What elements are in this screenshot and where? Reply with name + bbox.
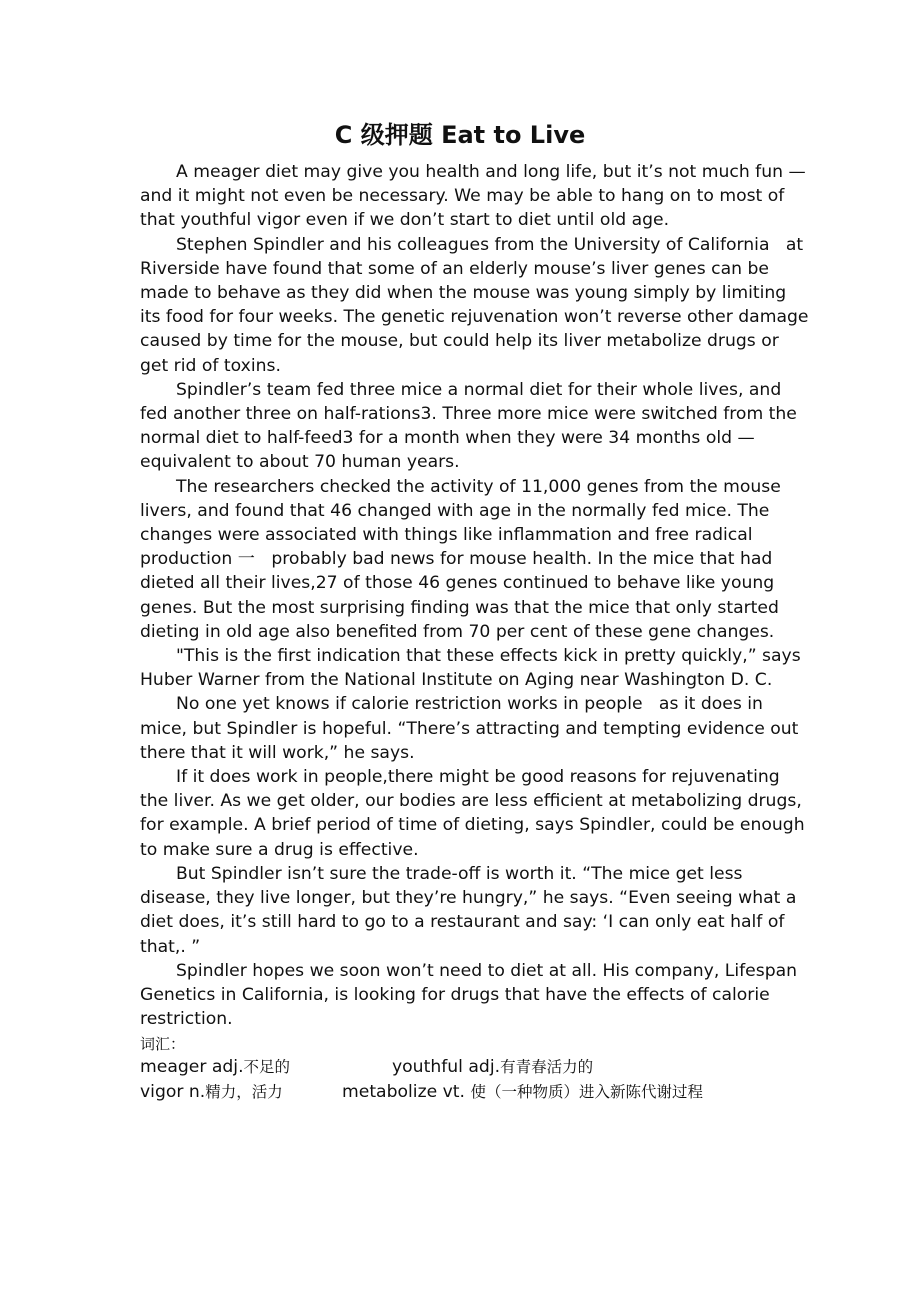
- vocabulary-word: youthful adj.: [392, 1057, 501, 1078]
- vocabulary-gloss: 有青春活力的: [500, 1058, 594, 1077]
- paragraph-5: "This is the first indication that these effects kick in pretty quickly,” says Huber Warner from the National Institute on Aging near Washington D. C.: [140, 646, 807, 691]
- vocabulary-gloss: 精力，活力: [205, 1082, 283, 1101]
- vocabulary-row: [140, 1080, 812, 1104]
- vocabulary-word: meager adj.: [140, 1057, 244, 1078]
- vocabulary-gloss: 不足的: [243, 1058, 291, 1077]
- paragraph-2: Stephen Spindler and his colleagues from the University of California at Riverside have found that some of an elderly mouse’s liver genes can be made to behave as they did when the mouse was young simply by limiting its food for four weeks. The genetic rejuvenation won’t reverse other damage caused by time for the mouse, but could help its liver metabolize drugs or get rid of toxins.: [140, 234, 814, 376]
- vocabulary-gloss: 使（一种物质）进入新陈代谢过程: [470, 1082, 703, 1101]
- article-body: [140, 160, 812, 1104]
- vocabulary-row: [140, 1055, 812, 1079]
- vocabulary-entry: [140, 1055, 392, 1079]
- paragraph-1: A meager diet may give you health and long life, but it’s not much fun — and it might not even be necessary. We may be able to hang on to most of that youthful vigor even if we don’t start to diet until old age.: [140, 162, 812, 231]
- paragraph-3: Spindler’s team fed three mice a normal diet for their whole lives, and fed another three on half-rations3. Three more mice were switched from the normal diet to half-feed3 for a month when they were 34 months old — equivalent to about 70 human years.: [140, 379, 803, 473]
- document-title: C 级押题 Eat to Live: [334, 121, 586, 149]
- paragraph-4: The researchers checked the activity of 11,000 genes from the mouse livers, and found that 46 changed with age in the normally fed mice. The changes were associated with things like inflammation and free radical production 一 probably bad news for mouse health. In the mice that had dieted all their lives,27 of those 46 genes continued to behave like young genes. But the most surprising finding was that the mice that only started dieting in old age also benefited from 70 per cent of these gene changes.: [140, 476, 787, 642]
- paragraph-6: No one yet knows if calorie restriction works in people as it does in mice, but Spindler is hopeful. “There’s attracting and tempting evidence out there that it will work,” he says.: [140, 694, 804, 763]
- paragraph-8: But Spindler isn’t sure the trade-off is worth it. “The mice get less disease, they live longer, but they’re hungry,” he says. “Even seeing what a diet does, it’s still hard to go to a restaurant and say: ‘I can only eat half of that,. ”: [140, 863, 802, 957]
- vocabulary-word: metabolize vt.: [342, 1081, 471, 1102]
- vocabulary-word: vigor n.: [140, 1081, 206, 1102]
- vocabulary-entry: [140, 1080, 342, 1104]
- vocabulary-entry: [392, 1055, 593, 1079]
- vocabulary-section: [140, 1033, 812, 1103]
- paragraph-7: If it does work in people,there might be good reasons for rejuvenating the liver. As we get older, our bodies are less efficient at metabolizing drugs, for example. A brief period of time of dieting, says Spindler, could be enough to make sure a drug is effective.: [140, 767, 811, 860]
- paragraph-9: Spindler hopes we soon won’t need to diet at all. His company, Lifespan Genetics in California, is looking for drugs that have the effects of calorie restriction.: [140, 960, 803, 1030]
- vocabulary-entry: [342, 1080, 703, 1104]
- vocabulary-heading: 词汇：: [140, 1035, 186, 1054]
